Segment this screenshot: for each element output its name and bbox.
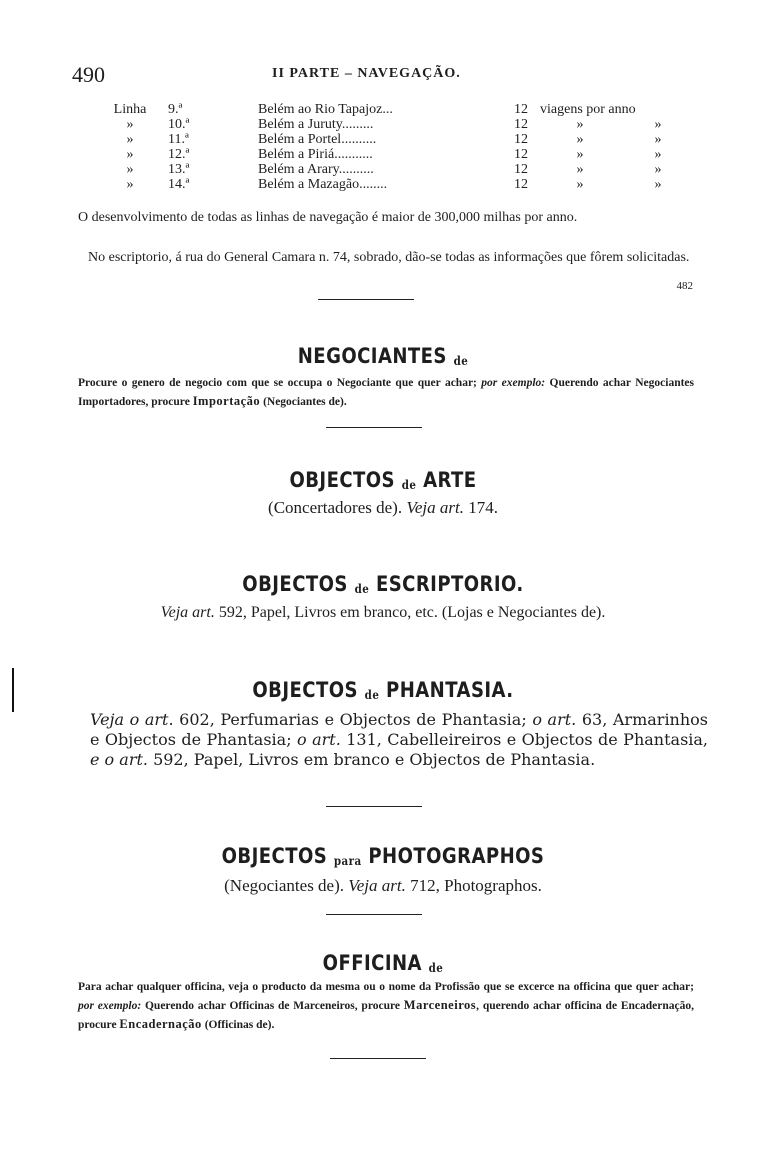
cell-label: » — [126, 147, 134, 162]
title-word: PHOTOGRAPHOS — [368, 844, 545, 868]
cell-q1: » — [576, 147, 584, 162]
text-part: 131, Cabelleireiros e Objectos de Phantasia, — [340, 730, 709, 749]
text-part: , querendo achar officina de Encadernação, procure — [78, 1000, 694, 1031]
section-title-objectos-photographos — [121, 844, 646, 868]
objectos-phantasia-text — [90, 710, 708, 770]
cell-route: Belém a Piriá........... — [258, 147, 373, 162]
item-number: 482 — [676, 280, 693, 292]
cell-count: 12 — [514, 132, 528, 147]
navigation-line-row — [100, 162, 690, 177]
officina-text — [78, 978, 694, 1034]
text-part: Querendo achar Negociantes Importadores, procure — [78, 377, 695, 408]
text-part: 712, Photographos. — [405, 876, 542, 895]
cell-count: 12 — [514, 177, 528, 192]
keyword-encadernacao: Encadernação — [119, 1017, 202, 1031]
navigation-line-row — [100, 117, 690, 132]
example-label: por exemplo: — [481, 377, 546, 389]
page-header — [72, 62, 712, 86]
cell-q2: » — [654, 162, 662, 177]
text-part: Querendo achar Officinas de Marceneiros, procure — [141, 1000, 404, 1012]
margin-mark — [12, 668, 14, 712]
title-word: OBJECTOS — [289, 468, 395, 492]
title-connector: de — [364, 688, 380, 702]
cell-number: 11.ª — [168, 132, 189, 147]
objectos-escriptorio-text — [78, 604, 688, 622]
cell-number: 13.ª — [168, 162, 190, 177]
cell-count: 12 — [514, 162, 528, 177]
example-label: por exemplo: — [78, 1000, 142, 1012]
title-word: ARTE — [423, 468, 477, 492]
title-connector: de — [401, 478, 417, 492]
text-part: 602, Perfumarias e Objectos de Phantasia; — [173, 710, 533, 729]
cell-route: Belém a Mazagão........ — [258, 177, 388, 192]
section-title-objectos-phantasia — [121, 678, 646, 702]
cell-q2: » — [654, 177, 662, 192]
cell-count: 12 — [514, 147, 528, 162]
keyword-marceneiros: Marceneiros — [403, 998, 477, 1012]
text-part: 592, Papel, Livros em branco, etc. (Lojas e Negociantes de). — [214, 604, 606, 621]
cell-route: Belém a Portel.......... — [258, 132, 377, 147]
cell-route: Belém a Arary.......... — [258, 162, 374, 177]
cell-label: » — [126, 177, 134, 192]
cell-route: Belém ao Rio Tapajoz... — [258, 102, 393, 117]
divider — [326, 427, 422, 428]
see-article: Veja art. — [348, 876, 406, 895]
section-title-officina — [121, 951, 646, 975]
objectos-photographos-subtitle — [78, 876, 688, 896]
cell-unit: viagens por anno — [540, 102, 636, 117]
section-title-text: OFFICINA — [322, 951, 422, 975]
see-article: Veja art. — [406, 498, 464, 517]
navigation-line-row — [100, 177, 690, 192]
navigation-line-row — [100, 102, 690, 117]
text-part: (Officinas de). — [201, 1019, 275, 1031]
divider — [326, 806, 422, 807]
cell-q1: » — [576, 117, 584, 132]
section-title-objectos-arte — [121, 468, 646, 492]
see-article: e o art. — [90, 750, 148, 769]
cell-number: 9.ª — [168, 102, 183, 117]
section-title-negociantes — [121, 344, 646, 368]
see-article: o art. — [532, 710, 577, 729]
title-word: OBJECTOS — [242, 572, 348, 596]
section-title-text: NEGOCIANTES — [297, 344, 447, 368]
text-part: 63, Armarinhos e Objectos de Phantasia; — [90, 710, 709, 749]
objectos-arte-subtitle — [78, 498, 688, 518]
office-paragraph: No escriptorio, á rua do General Camara n. 74, sobrado, dão-se todas as informações que fôrem solicitadas. — [88, 250, 690, 265]
navigation-lines-table — [100, 102, 690, 192]
cell-q2: » — [654, 132, 662, 147]
see-article: Veja o art. — [90, 710, 174, 729]
see-article: o art. — [297, 730, 341, 749]
cell-number: 14.ª — [168, 177, 190, 192]
text-part: 174. — [463, 498, 498, 517]
title-word: ESCRIPTORIO. — [375, 572, 524, 596]
cell-label: » — [126, 162, 134, 177]
text-part: (Negociantes de). — [224, 876, 349, 895]
divider — [330, 1058, 426, 1059]
title-word: OBJECTOS — [252, 678, 358, 702]
navigation-line-row — [100, 147, 690, 162]
cell-label: » — [126, 132, 134, 147]
title-word: OBJECTOS — [221, 844, 328, 868]
cell-q1: » — [576, 132, 584, 147]
text-part: Para achar qualquer officina, veja o producto da mesma ou o nome da Profissão que se excerce na officina que quer achar; — [78, 981, 694, 993]
running-head: II PARTE – NAVEGAÇÃO. — [272, 66, 461, 81]
text-part: Procure o genero de negocio com que se occupa o Negociante que quer achar; — [78, 377, 482, 389]
development-paragraph: O desenvolvimento de todas as linhas de navegação é maior de 300,000 milhas por anno. — [78, 210, 578, 225]
cell-q1: » — [576, 162, 584, 177]
cell-count: 12 — [514, 117, 528, 132]
title-connector: de — [354, 582, 370, 596]
cell-number: 12.ª — [168, 147, 190, 162]
section-title-objectos-escriptorio — [121, 572, 646, 596]
divider — [326, 914, 422, 915]
cell-count: 12 — [514, 102, 528, 117]
page-number: 490 — [72, 62, 105, 87]
title-connector: para — [333, 854, 362, 868]
negociantes-text — [78, 374, 694, 411]
see-article: Veja art. — [160, 604, 215, 621]
cell-number: 10.ª — [168, 117, 190, 132]
cell-label: » — [126, 117, 134, 132]
cell-label: Linha — [113, 102, 147, 117]
section-title-suffix: de — [428, 961, 444, 975]
text-part: (Concertadores de). — [268, 498, 407, 517]
title-word: PHANTASIA. — [386, 678, 514, 702]
cell-q1: » — [576, 177, 584, 192]
divider — [318, 299, 414, 300]
section-title-suffix: de — [453, 354, 469, 368]
text-part: (Negociantes de). — [260, 396, 347, 408]
cell-route: Belém a Juruty......... — [258, 117, 374, 132]
keyword-importacao: Importação — [192, 394, 261, 408]
cell-q2: » — [654, 117, 662, 132]
navigation-line-row — [100, 132, 690, 147]
text-part: 592, Papel, Livros em branco e Objectos de Phantasia. — [147, 750, 596, 769]
cell-q2: » — [654, 147, 662, 162]
